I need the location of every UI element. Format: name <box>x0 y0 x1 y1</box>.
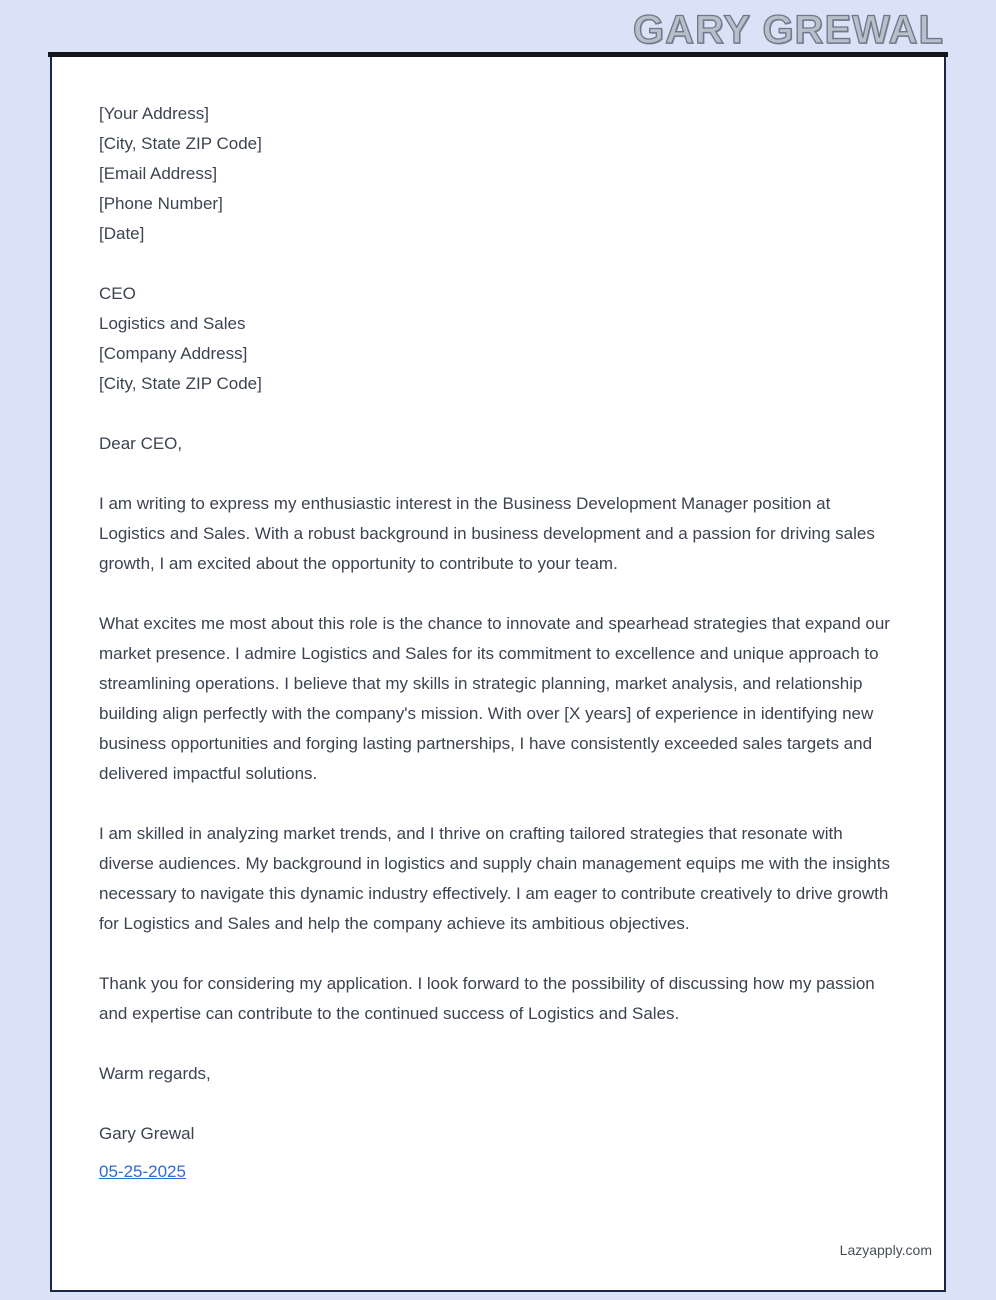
sender-address-line: [City, State ZIP Code] <box>99 134 262 153</box>
applicant-name-heading: GARY GREWAL <box>632 8 944 52</box>
letter-body <box>50 57 946 1292</box>
body-paragraph: What excites me most about this role is the chance to innovate and spearhead strategies that expand our market presence. I admire Logistics and Sales for its commitment to excellence and unique approach to streamlining operations. I believe that my skills in strategic planning, market analysis, and relationship building align perfectly with the company's mission. With over [X years] of experience in identifying new business opportunities and forging lasting partnerships, I have consistently exceeded sales targets and delivered impactful solutions. <box>99 614 890 783</box>
body-paragraph: Thank you for considering my application. I look forward to the possibility of discussing how my passion and expertise can contribute to the continued success of Logistics and Sales. <box>99 974 875 1023</box>
recipient-address-line: Logistics and Sales <box>99 314 246 333</box>
recipient-address-line: CEO <box>99 284 136 303</box>
recipient-address-block <box>99 279 897 399</box>
watermark-lazyapply: Lazyapply.com <box>839 1242 932 1258</box>
recipient-address-line: [City, State ZIP Code] <box>99 374 262 393</box>
signature-name: Gary Grewal <box>99 1124 195 1143</box>
closing-phrase: Warm regards, <box>99 1064 211 1083</box>
recipient-address-line: [Company Address] <box>99 344 248 363</box>
salutation: Dear CEO, <box>99 434 183 453</box>
sender-address-line: [Date] <box>99 224 145 243</box>
signature-date-link[interactable]: 05-25-2025 <box>99 1162 186 1181</box>
sender-address-line: [Phone Number] <box>99 194 223 213</box>
sender-address-line: [Your Address] <box>99 104 209 123</box>
body-paragraph: I am writing to express my enthusiastic interest in the Business Development Manager position at Logistics and Sales. With a robust background in business development and a passion for driving sales growth, I am excited about the opportunity to contribute to your team. <box>99 494 875 573</box>
body-paragraph: I am skilled in analyzing market trends, and I thrive on crafting tailored strategies that resonate with diverse audiences. My background in logistics and supply chain management equips me with the insights necessary to navigate this dynamic industry effectively. I am eager to contribute creatively to drive growth for Logistics and Sales and help the company achieve its ambitious objectives. <box>99 824 890 933</box>
sender-address-block <box>99 99 897 249</box>
sender-address-line: [Email Address] <box>99 164 218 183</box>
